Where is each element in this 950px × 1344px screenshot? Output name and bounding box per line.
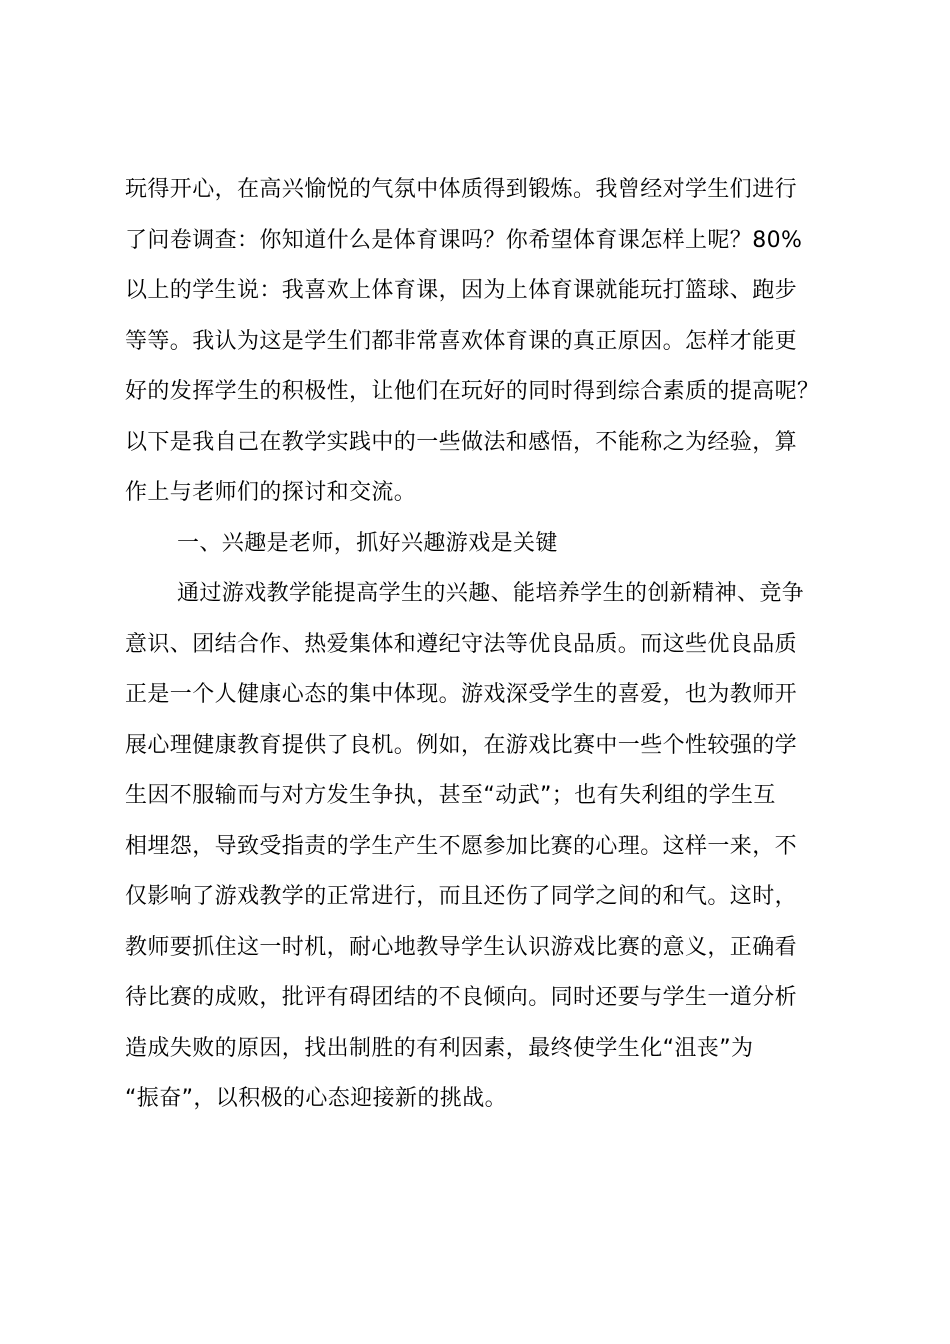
paragraph-line: 正是一个人健康心态的集中体现。游戏深受学生的喜爱，也为教师开 bbox=[125, 682, 798, 707]
paragraph-line: 造成失败的原因，找出制胜的有利因素，最终使学生化“沮丧”为 bbox=[125, 1035, 754, 1061]
section-heading: 一、兴趣是老师，抓好兴趣游戏是关键 bbox=[177, 530, 558, 556]
paragraph-line: 以上的学生说：我喜欢上体育课，因为上体育课就能玩打篮球、跑步 bbox=[125, 278, 798, 303]
paragraph-line: 作上与老师们的探讨和交流。 bbox=[125, 480, 417, 505]
paragraph-line: 玩得开心，在高兴愉悦的气氛中体质得到锻炼。我曾经对学生们进行 bbox=[125, 177, 798, 202]
paragraph-line: 相埋怨，导致受指责的学生产生不愿参加比赛的心理。这样一来，不 bbox=[125, 833, 798, 859]
paragraph-line: 仅影响了游戏教学的正常进行，而且还伤了同学之间的和气。这时， bbox=[125, 884, 798, 909]
paragraph-line: 教师要抓住这一时机，耐心地教导学生认识游戏比赛的意义，正确看 bbox=[125, 934, 798, 960]
paragraph-line: 展心理健康教育提供了良机。例如，在游戏比赛中一些个性较强的学 bbox=[125, 732, 798, 758]
paragraph-line: 等等。我认为这是学生们都非常喜欢体育课的真正原因。怎样才能更 bbox=[125, 328, 798, 354]
paragraph-line: 待比赛的成败，批评有碍团结的不良倾向。同时还要与学生一道分析 bbox=[125, 985, 798, 1010]
document-body bbox=[125, 165, 845, 1125]
paragraph-line: 生因不服输而与对方发生争执，甚至“动武”；也有失利组的学生互 bbox=[125, 783, 776, 808]
paragraph-2 bbox=[125, 569, 845, 1125]
paragraph-1 bbox=[125, 165, 845, 519]
paragraph-line: 意识、团结合作、热爱集体和遵纪守法等优良品质。而这些优良品质 bbox=[125, 631, 798, 657]
paragraph-line: 了问卷调查：你知道什么是体育课吗？你希望体育课怎样上呢？80% bbox=[125, 227, 803, 253]
paragraph-line: “振奋”，以积极的心态迎接新的挑战。 bbox=[125, 1086, 507, 1111]
paragraph-line: 通过游戏教学能提高学生的兴趣、能培养学生的创新精神、竞争 bbox=[177, 581, 805, 606]
paragraph-line: 以下是我自己在教学实践中的一些做法和感悟，不能称之为经验，算 bbox=[125, 429, 798, 455]
paragraph-line: 好的发挥学生的积极性，让他们在玩好的同时得到综合素质的提高呢？ bbox=[125, 379, 820, 404]
